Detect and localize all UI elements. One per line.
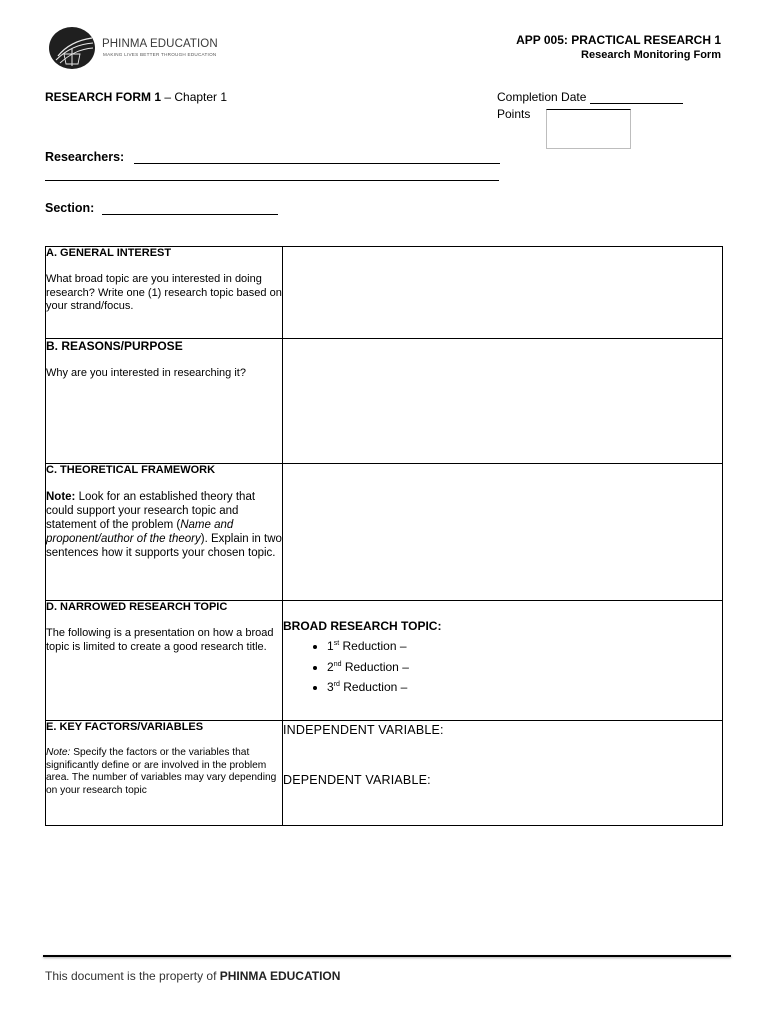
footer-rule	[43, 955, 731, 957]
theoretical-framework-note-label: Note:	[46, 491, 76, 503]
narrowed-topic-desc: The following is a presentation on how a broad topic is limited to create a good research title.	[46, 627, 274, 653]
key-factors-answer[interactable]	[283, 721, 723, 826]
document-header	[516, 33, 721, 63]
key-factors-note-label: Note:	[46, 747, 71, 758]
row-narrowed-topic	[46, 601, 723, 721]
reduction-1-label: Reduction –	[339, 639, 407, 653]
researchers-field-line-2[interactable]	[45, 180, 499, 181]
row-reasons-purpose	[46, 339, 723, 464]
theoretical-framework-title: C. THEORETICAL FRAMEWORK	[46, 464, 216, 476]
footer-text: This document is the property of	[45, 969, 220, 983]
points-label: Points	[497, 107, 531, 121]
logo-tagline: MAKING LIVES BETTER THROUGH EDUCATION	[103, 52, 217, 57]
form-title-chapter: – Chapter 1	[161, 90, 228, 104]
reduction-2-num: 2	[327, 659, 334, 674]
theoretical-framework-answer[interactable]	[283, 464, 723, 601]
reduction-2-sup: nd	[333, 660, 342, 668]
logo-name: PHINMA EDUCATION	[102, 38, 218, 50]
key-factors-desc	[46, 747, 282, 797]
phinma-logo	[48, 26, 218, 72]
footer	[45, 969, 340, 983]
reduction-2-label: Reduction –	[341, 659, 409, 674]
form-name: Research Monitoring Form	[581, 49, 721, 61]
narrowed-topic-prompt	[46, 601, 283, 721]
completion-date-field[interactable]	[590, 91, 683, 104]
course-code: APP 005: PRACTICAL RESEARCH 1	[516, 33, 721, 47]
broad-topic-label: BROAD RESEARCH TOPIC:	[283, 619, 442, 633]
narrowed-topic-title: D. NARROWED RESEARCH TOPIC	[46, 601, 228, 613]
theoretical-framework-desc-1: Look for an established theory that could support your research topic and statement of the problem (	[46, 491, 256, 531]
general-interest-title: A. GENERAL INTEREST	[46, 247, 172, 259]
reasons-purpose-title: B. REASONS/PURPOSE	[46, 339, 183, 353]
research-form-table	[45, 246, 723, 826]
researchers-label: Researchers:	[45, 150, 125, 164]
theoretical-framework-prompt	[46, 464, 283, 601]
dependent-variable-label: DEPENDENT VARIABLE:	[283, 773, 431, 787]
row-general-interest	[46, 247, 723, 339]
completion-date	[497, 90, 683, 104]
general-interest-answer[interactable]	[283, 247, 723, 339]
reduction-list	[283, 635, 722, 697]
completion-date-label: Completion Date	[497, 90, 587, 104]
key-factors-title: E. KEY FACTORS/VARIABLES	[46, 721, 204, 733]
theoretical-framework-desc-2: ). Explain in two sentences how it supports your chosen topic.	[46, 533, 282, 559]
form-title	[45, 90, 227, 104]
independent-variable-label: INDEPENDENT VARIABLE:	[283, 723, 444, 737]
general-interest-prompt	[46, 247, 283, 339]
section-field[interactable]	[102, 214, 278, 215]
theoretical-framework-desc	[46, 490, 282, 560]
reduction-item-2	[327, 656, 722, 677]
reasons-purpose-answer[interactable]	[283, 339, 723, 464]
key-factors-prompt	[46, 721, 283, 826]
general-interest-desc: What broad topic are you interested in doing research? Write one (1) research topic based on your strand/focus.	[46, 273, 282, 312]
reduction-3-sup: rd	[333, 681, 340, 688]
points-box[interactable]	[546, 109, 631, 149]
row-key-factors	[46, 721, 723, 826]
reduction-3-num: 3	[327, 680, 334, 694]
row-theoretical-framework	[46, 464, 723, 601]
narrowed-topic-answer[interactable]	[283, 601, 723, 721]
footer-owner: PHINMA EDUCATION	[219, 969, 341, 983]
reasons-purpose-desc: Why are you interested in researching it?	[46, 367, 246, 379]
phinma-logo-icon	[48, 26, 96, 70]
form-title-bold: RESEARCH FORM 1	[45, 90, 162, 104]
reduction-1-sup: st	[333, 640, 340, 647]
reduction-item-3	[327, 676, 722, 697]
reduction-1-num: 1	[327, 639, 334, 653]
theoretical-framework-desc-italic: Name and proponent/author of the theory	[46, 519, 234, 545]
reasons-purpose-prompt	[46, 339, 283, 464]
reduction-3-label: Reduction –	[339, 680, 408, 694]
key-factors-desc-text: Specify the factors or the variables that significantly define or are involved in the problem area. The number of variables may vary depending on your research topic	[46, 747, 277, 796]
section-label: Section:	[45, 201, 95, 215]
researchers-field-line-1[interactable]	[134, 163, 500, 164]
reduction-item-1	[327, 635, 722, 656]
